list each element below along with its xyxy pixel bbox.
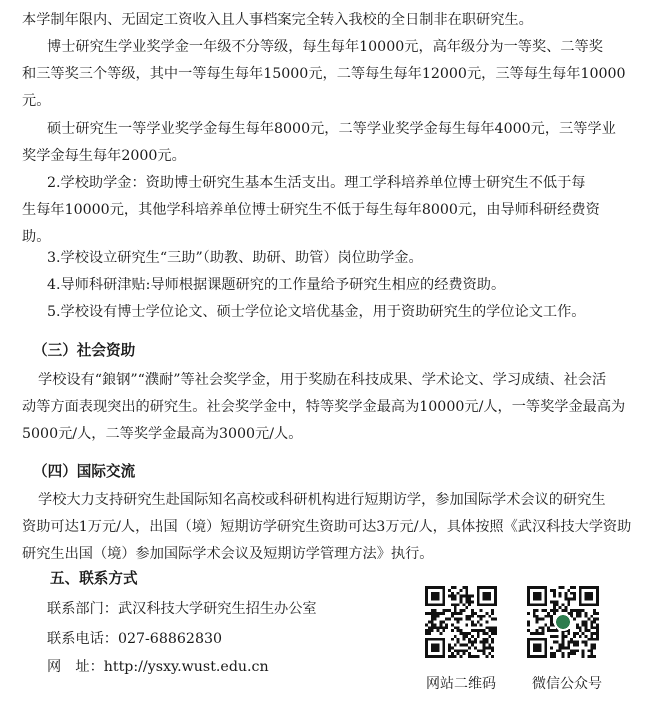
paragraph-master-scholarship-line1: 硕士研究生一等学业奖学金每生每年8000元，二等学业奖学金每生每年4000元，三等学业 [47,121,616,137]
section3-line2: 动等方面表现突出的研究生。社会奖学金中，特等奖学金最高为10000元/人，一等奖学金最高为 [22,399,626,415]
website-qr-code-icon [425,586,497,658]
section4-line1: 学校大力支持研究生赴国际知名高校或科研机构进行短期访学，参加国际学术会议的研究生 [38,492,606,508]
paragraph-grant-line1: 2.学校助学金：资助博士研究生基本生活支出。理工学科培养单位博士研究生不低于每 [47,175,586,191]
section4-line2: 资助可达1万元/人，出国（境）短期访学研究生资助可达3万元/人，具体按照《武汉科技大学资助 [22,519,632,535]
section3-line3: 5000元/人，二等奖学金最高为3000元/人。 [22,426,303,442]
section4-line3: 研究生出国（境）参加国际学术会议及短期访学管理方法》执行。 [22,546,434,562]
section-heading-international-exchange: （四）国际交流 [33,463,136,480]
section-heading-contact: 五、联系方式 [50,570,138,587]
section-heading-social-funding: （三）社会资助 [33,342,136,359]
contact-phone: 联系电话：027-68862830 [47,631,223,647]
paragraph-master-scholarship-line2: 奖学金每生每年2000元。 [22,148,186,164]
contact-website[interactable]: 网 址：http://ysxy.wust.edu.cn [47,659,269,675]
paragraph-thesis-fund: 5.学校设有博士学位论文、硕士学位论文培优基金，用于资助研究生的学位论文工作。 [47,304,586,320]
paragraph-grant-line3: 助。 [22,229,51,245]
wechat-qr-label: 微信公众号 [532,676,602,692]
paragraph-grant-line2: 生每年10000元，其他学科培养单位博士研究生不低于每生每年8000元，由导师科研经费资 [22,202,600,218]
paragraph-advisor-allowance: 4.导师科研津贴:导师根据课题研究的工作量给予研究生相应的经费资助。 [47,277,506,293]
paragraph-eligibility: 本学制年限内、无固定工资收入且人事档案完全转入我校的全日制非在职研究生。 [22,12,533,28]
paragraph-phd-scholarship-line3: 元。 [22,93,51,109]
paragraph-phd-scholarship-line1: 博士研究生学业奖学金一年级不分等级，每生每年10000元，高年级分为一等奖、二等奖 [47,39,603,55]
paragraph-phd-scholarship-line2: 和三等奖三个等级，其中一等每生每年15000元，二等每生每年12000元，三等每生每年10000 [22,66,626,82]
website-qr-label: 网站二维码 [426,676,496,692]
section3-line1: 学校设有“鋃钢”“濮耐”等社会奖学金，用于奖励在科技成果、学术论文、学习成绩、社会活 [38,372,607,388]
paragraph-three-assistantships: 3.学校设立研究生“三助”（助教、助研、助管）岗位助学金。 [47,250,423,266]
contact-department: 联系部门：武汉科技大学研究生招生办公室 [47,601,317,617]
wechat-qr-code-icon [527,586,599,658]
